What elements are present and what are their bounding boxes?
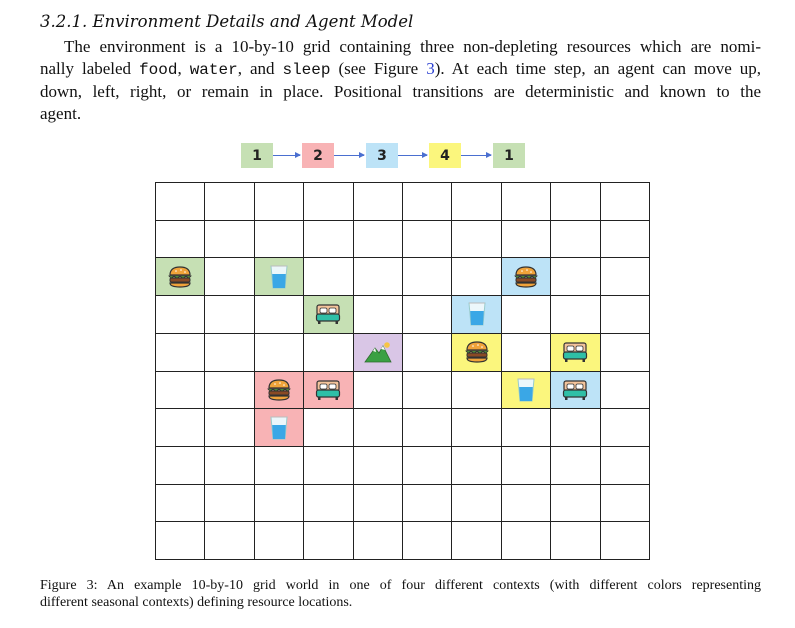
grid-cell bbox=[601, 409, 650, 447]
context-box: 4 bbox=[429, 143, 461, 168]
grid-cell bbox=[156, 183, 205, 221]
grid-cell bbox=[452, 221, 501, 259]
grid-cell bbox=[156, 334, 205, 372]
figure-caption bbox=[40, 577, 761, 611]
grid-cell bbox=[205, 409, 254, 447]
section-heading: 3.2.1. Environment Details and Agent Model bbox=[40, 12, 414, 31]
grid-cell bbox=[156, 522, 205, 560]
context-box: 1 bbox=[493, 143, 525, 168]
grid-cell bbox=[551, 522, 600, 560]
grid-cell bbox=[502, 372, 551, 410]
grid-cell bbox=[304, 409, 353, 447]
context-box: 3 bbox=[366, 143, 398, 168]
grid-cell bbox=[304, 485, 353, 523]
grid-cell bbox=[452, 296, 501, 334]
text-run: , and bbox=[237, 58, 283, 78]
grid-cell bbox=[354, 372, 403, 410]
sleep-icon bbox=[315, 303, 341, 325]
grid-cell bbox=[452, 258, 501, 296]
grid-cell bbox=[403, 485, 452, 523]
grid-cell bbox=[255, 183, 304, 221]
grid-cell bbox=[452, 183, 501, 221]
grid-cell bbox=[601, 485, 650, 523]
grid-cell bbox=[354, 485, 403, 523]
grid-cell bbox=[403, 372, 452, 410]
grid-cell bbox=[452, 522, 501, 560]
grid-cell bbox=[403, 296, 452, 334]
grid-cell bbox=[255, 258, 304, 296]
grid-cell bbox=[601, 334, 650, 372]
grid-cell bbox=[601, 221, 650, 259]
paragraph-line: down, left, right, or remain in place. Positional transitions are deterministic and known to the bbox=[40, 82, 761, 101]
sleep-icon bbox=[562, 379, 588, 401]
grid-cell bbox=[156, 258, 205, 296]
grid-cell bbox=[601, 447, 650, 485]
food-icon bbox=[266, 378, 292, 402]
grid-cell bbox=[403, 183, 452, 221]
grid-cell bbox=[156, 296, 205, 334]
grid-cell bbox=[502, 334, 551, 372]
grid-cell bbox=[304, 296, 353, 334]
grid-cell bbox=[156, 447, 205, 485]
grid-cell bbox=[205, 334, 254, 372]
grid-cell bbox=[551, 183, 600, 221]
grid-cell bbox=[255, 334, 304, 372]
grid-cell bbox=[354, 447, 403, 485]
grid-cell bbox=[452, 485, 501, 523]
context-sequence bbox=[0, 143, 795, 169]
sleep-term: sleep bbox=[282, 60, 331, 79]
sleep-icon bbox=[315, 379, 341, 401]
grid-cell bbox=[502, 409, 551, 447]
grid-cell bbox=[403, 221, 452, 259]
grid-cell bbox=[502, 485, 551, 523]
grid-cell bbox=[354, 522, 403, 560]
grid-cell bbox=[551, 409, 600, 447]
figure-reference-link[interactable]: 3 bbox=[426, 58, 435, 78]
grid-cell bbox=[403, 522, 452, 560]
grid-cell bbox=[304, 447, 353, 485]
grid-cell bbox=[205, 258, 254, 296]
paragraph-line bbox=[40, 58, 761, 82]
grid-cell bbox=[156, 372, 205, 410]
water-icon bbox=[516, 377, 536, 403]
grid-cell bbox=[255, 522, 304, 560]
grid-cell bbox=[304, 183, 353, 221]
grid-cell bbox=[502, 258, 551, 296]
grid-cell bbox=[205, 183, 254, 221]
water-term: water bbox=[189, 60, 238, 79]
grid-cell bbox=[551, 485, 600, 523]
grid-cell bbox=[354, 221, 403, 259]
food-term: food bbox=[139, 60, 178, 79]
grid-cell bbox=[551, 334, 600, 372]
text-run: nally labeled bbox=[40, 58, 140, 78]
text-run: (see Figure bbox=[330, 58, 427, 78]
grid-cell bbox=[205, 372, 254, 410]
grid-cell bbox=[255, 485, 304, 523]
grid-cell bbox=[205, 522, 254, 560]
grid-cell bbox=[156, 221, 205, 259]
grid-cell bbox=[354, 296, 403, 334]
food-icon bbox=[464, 340, 490, 364]
grid-cell bbox=[452, 409, 501, 447]
grid-cell bbox=[551, 372, 600, 410]
text-run: , bbox=[177, 58, 190, 78]
grid-cell bbox=[551, 221, 600, 259]
grid-cell bbox=[156, 485, 205, 523]
agent-icon bbox=[363, 340, 393, 364]
caption-line: Figure 3: An example 10-by-10 grid world in one of four different contexts (with different colors representing bbox=[40, 578, 761, 593]
grid-cell bbox=[354, 334, 403, 372]
grid-cell bbox=[551, 258, 600, 296]
grid-cell bbox=[354, 183, 403, 221]
grid-cell bbox=[601, 522, 650, 560]
grid-cell bbox=[403, 447, 452, 485]
grid-cell bbox=[304, 334, 353, 372]
grid-world bbox=[155, 182, 650, 560]
grid-cell bbox=[205, 221, 254, 259]
water-icon bbox=[269, 264, 289, 290]
water-icon bbox=[467, 301, 487, 327]
grid-cell bbox=[403, 409, 452, 447]
grid-cell bbox=[403, 334, 452, 372]
grid-cell bbox=[304, 372, 353, 410]
grid-cell bbox=[601, 183, 650, 221]
sequence-arrow bbox=[398, 155, 427, 156]
grid-cell bbox=[452, 372, 501, 410]
grid-cell bbox=[255, 409, 304, 447]
paragraph-line: The environment is a 10-by-10 grid containing three non-depleting resources which are nomi- bbox=[64, 37, 761, 56]
grid-cell bbox=[502, 447, 551, 485]
grid-cell bbox=[403, 258, 452, 296]
grid-cell bbox=[452, 447, 501, 485]
sequence-arrow bbox=[334, 155, 364, 156]
grid-cell bbox=[255, 372, 304, 410]
body-paragraph bbox=[40, 36, 761, 124]
grid-cell bbox=[601, 296, 650, 334]
grid-cell bbox=[304, 221, 353, 259]
text-run: ). At each time step, an agent can move up, bbox=[434, 58, 761, 78]
caption-line: different seasonal contexts) defining resource locations. bbox=[40, 595, 353, 610]
grid-cell bbox=[156, 409, 205, 447]
grid-cell bbox=[502, 183, 551, 221]
context-box: 2 bbox=[302, 143, 334, 168]
context-box: 1 bbox=[241, 143, 273, 168]
food-icon bbox=[167, 265, 193, 289]
food-icon bbox=[513, 265, 539, 289]
grid-cell bbox=[255, 296, 304, 334]
sequence-arrow bbox=[461, 155, 491, 156]
grid-cell bbox=[255, 447, 304, 485]
paragraph-line: agent. bbox=[40, 103, 82, 123]
water-icon bbox=[269, 415, 289, 441]
grid-cell bbox=[354, 258, 403, 296]
grid-cell bbox=[304, 522, 353, 560]
grid-cell bbox=[502, 221, 551, 259]
grid-cell bbox=[255, 221, 304, 259]
grid-cell bbox=[601, 258, 650, 296]
sequence-arrow bbox=[273, 155, 300, 156]
grid-cell bbox=[304, 258, 353, 296]
grid-cell bbox=[354, 409, 403, 447]
grid-cell bbox=[551, 447, 600, 485]
grid-cell bbox=[601, 372, 650, 410]
grid-cell bbox=[205, 485, 254, 523]
grid-cell bbox=[452, 334, 501, 372]
grid-cell bbox=[551, 296, 600, 334]
sleep-icon bbox=[562, 341, 588, 363]
grid-cell bbox=[502, 296, 551, 334]
grid-cell bbox=[205, 296, 254, 334]
grid-cell bbox=[205, 447, 254, 485]
grid-cell bbox=[502, 522, 551, 560]
